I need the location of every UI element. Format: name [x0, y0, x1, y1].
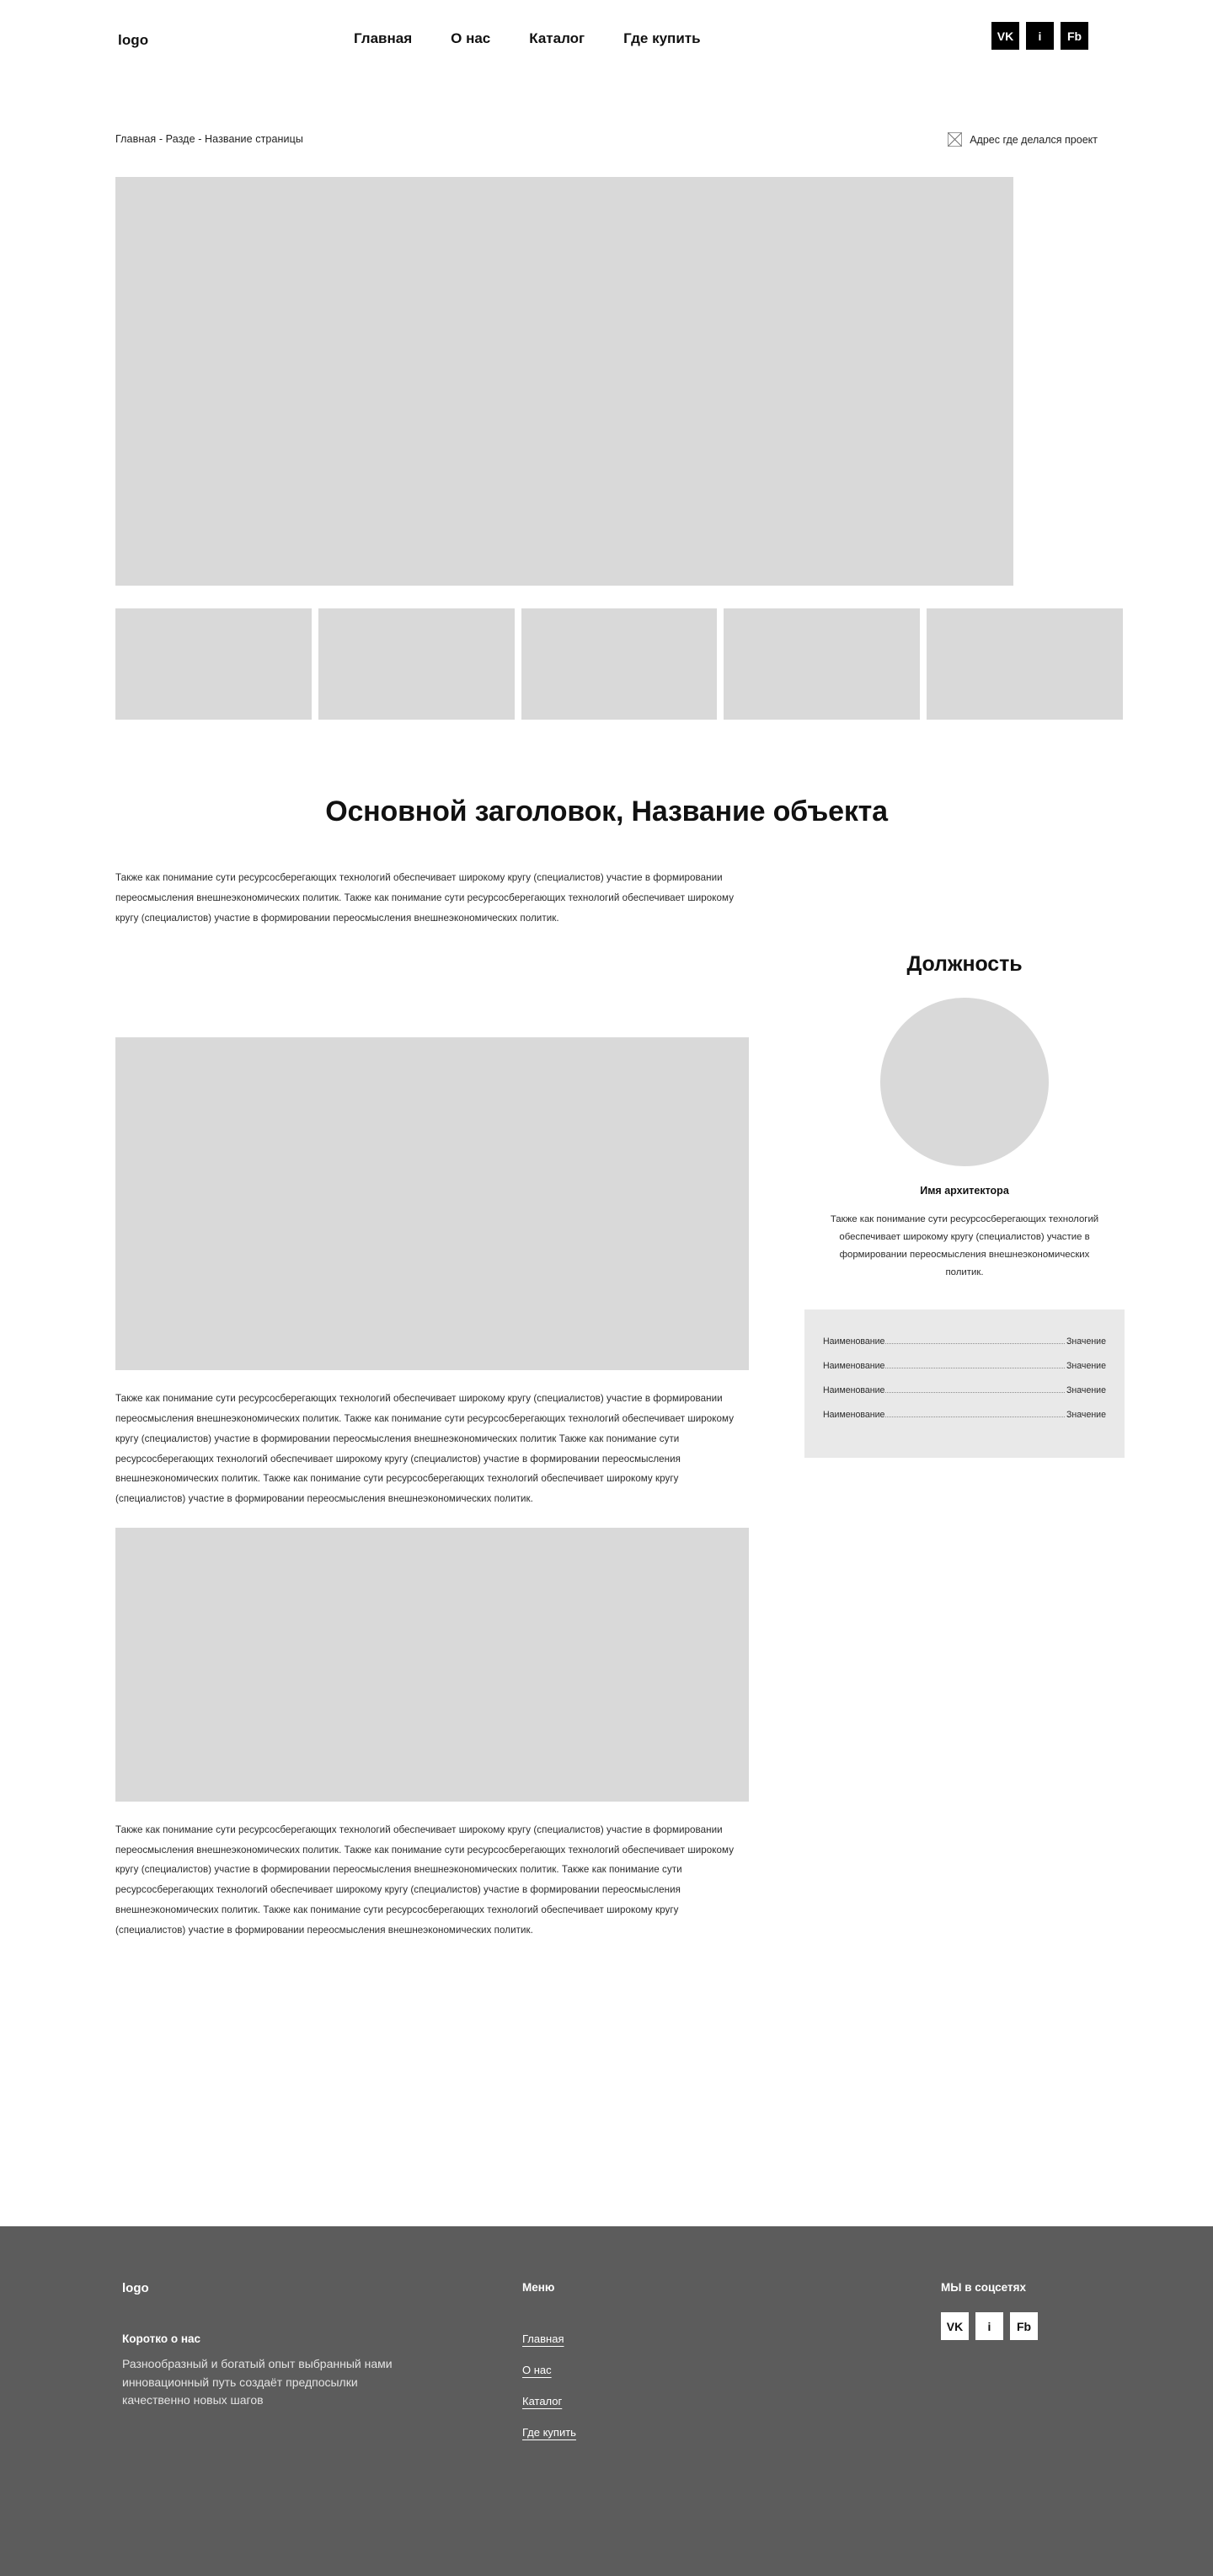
footer-about-heading: Коротко о нас [122, 2332, 200, 2345]
footer-link-home[interactable]: Главная [522, 2332, 564, 2345]
gallery-thumbnail-1[interactable] [115, 608, 312, 720]
facebook-icon[interactable]: Fb [1061, 22, 1088, 50]
spec-dot-leader [885, 1367, 1065, 1368]
project-address-label: Адрес где делался проект [970, 133, 1098, 146]
content-image-2[interactable] [115, 1528, 749, 1802]
specifications-panel [804, 1309, 1125, 1458]
project-address [948, 132, 1098, 147]
content-image-1[interactable] [115, 1037, 749, 1370]
spec-row [823, 1385, 1106, 1395]
spec-value: Значение [1066, 1385, 1106, 1396]
body-paragraph-1: Также как понимание сути ресурсосберегающих технологий обеспечивает широкому кругу (специалистов) участие в формировании переосмысления внешнеэкономических политик. Также как понимание сути ресурсосберегающих технологий обеспечивает широкому кругу (специалистов) участие в формировании переосмысления внешнеэкономических политик. [115, 872, 735, 924]
spec-name: Наименование [823, 1385, 885, 1396]
spec-value: Значение [1066, 1336, 1106, 1347]
vk-icon[interactable]: VK [941, 2312, 969, 2340]
footer-about-column [122, 2281, 400, 2410]
spec-row [823, 1336, 1106, 1347]
footer-link-about[interactable]: О нас [522, 2364, 552, 2376]
body-paragraph-2: Также как понимание сути ресурсосберегающих технологий обеспечивает широкому кругу (специалистов) участие в формировании переосмысления внешнеэкономических политик. Также как понимание сути ресурсосберегающих технологий обеспечивает широкому кругу (специалистов) участие в формировании переосмысления внешнеэкономических политик Также как понимание сути ресурсосберегающих технологий обеспечивает широкому кругу (специалистов) участие в формировании переосмысления внешнеэкономических политик. Также как понимание сути ресурсосберегающих технологий обеспечивает широкому кругу (специалистов) участие в формировании переосмысления внешнеэкономических политик. [115, 1393, 735, 1505]
footer-link-catalog[interactable]: Каталог [522, 2395, 563, 2407]
cross-placeholder-icon [948, 132, 962, 147]
footer-menu-links [522, 2332, 758, 2439]
breadcrumb[interactable]: Главная - Разде - Название страницы [115, 133, 303, 145]
person-description: Также как понимание сути ресурсосберегающих технологий обеспечивает широкому кругу (специалистов) участие в формировании переосмысления внешнеэкономических политик. [830, 1214, 1099, 1278]
spacer [115, 1509, 749, 1528]
spec-dot-leader [885, 1416, 1065, 1417]
footer-link-where-to-buy[interactable]: Где купить [522, 2426, 576, 2439]
page-title: Основной заголовок, Название объекта [325, 795, 888, 827]
spec-dot-leader [885, 1342, 1065, 1344]
footer-about-text: Разнообразный и богатый опыт выбранный нами инновационный путь создаёт предпосылки качественно новых шагов [122, 2357, 393, 2407]
gallery-thumbnail-3[interactable] [521, 608, 718, 720]
spec-value: Значение [1066, 1410, 1106, 1421]
breadcrumb-row [0, 133, 1213, 153]
gallery-thumbnail-5[interactable] [927, 608, 1123, 720]
main-navigation [354, 30, 701, 47]
footer-menu-heading: Меню [522, 2281, 555, 2294]
gallery-thumbnail-2[interactable] [318, 608, 515, 720]
content-left-column [115, 868, 749, 1940]
spec-name: Наименование [823, 1336, 885, 1347]
facebook-icon[interactable]: Fb [1010, 2312, 1038, 2340]
footer-social-heading: МЫ в соцсетях [941, 2281, 1026, 2294]
footer-menu-column [522, 2281, 758, 2439]
spec-value: Значение [1066, 1361, 1106, 1372]
content-right-sidebar [804, 952, 1125, 1458]
spec-dot-leader [885, 1391, 1065, 1393]
spec-row [823, 1410, 1106, 1420]
nav-item-where-to-buy[interactable]: Где купить [623, 30, 701, 46]
spec-name: Наименование [823, 1361, 885, 1372]
spacer [115, 1802, 749, 1820]
site-footer [0, 2226, 1213, 2576]
gallery-thumbnail-4[interactable] [724, 608, 920, 720]
spec-name: Наименование [823, 1410, 885, 1421]
spec-row [823, 1361, 1106, 1371]
nav-item-home[interactable]: Главная [354, 30, 413, 46]
header-social-links [991, 22, 1088, 50]
nav-item-catalog[interactable]: Каталог [529, 30, 585, 46]
instagram-icon[interactable]: i [975, 2312, 1003, 2340]
footer-logo[interactable]: logo [122, 2281, 149, 2295]
avatar [880, 998, 1049, 1166]
hero-image[interactable] [115, 177, 1013, 586]
instagram-icon[interactable]: i [1026, 22, 1054, 50]
thumbnail-gallery [115, 608, 1123, 720]
site-header [0, 0, 1213, 88]
spacer [115, 1370, 749, 1389]
person-name: Имя архитектора [920, 1185, 1009, 1197]
footer-social-links [941, 2312, 1160, 2340]
footer-social-column [941, 2281, 1160, 2340]
header-logo[interactable]: logo [118, 32, 149, 48]
body-paragraph-3: Также как понимание сути ресурсосберегающих технологий обеспечивает широкому кругу (специалистов) участие в формировании переосмысления внешнеэкономических политик. Также как понимание сути ресурсосберегающих технологий обеспечивает широкому кругу (специалистов) участие в формировании переосмысления внешнеэкономических политик. Также как понимание сути ресурсосберегающих технологий обеспечивает широкому кругу (специалистов) участие в формировании переосмысления внешнеэкономических политик. Также как понимание сути ресурсосберегающих технологий обеспечивает широкому кругу (специалистов) участие в формировании переосмысления внешнеэкономических политик. [115, 1824, 735, 1936]
role-title: Должность [906, 952, 1023, 976]
vk-icon[interactable]: VK [991, 22, 1019, 50]
nav-item-about[interactable]: О нас [451, 30, 491, 46]
